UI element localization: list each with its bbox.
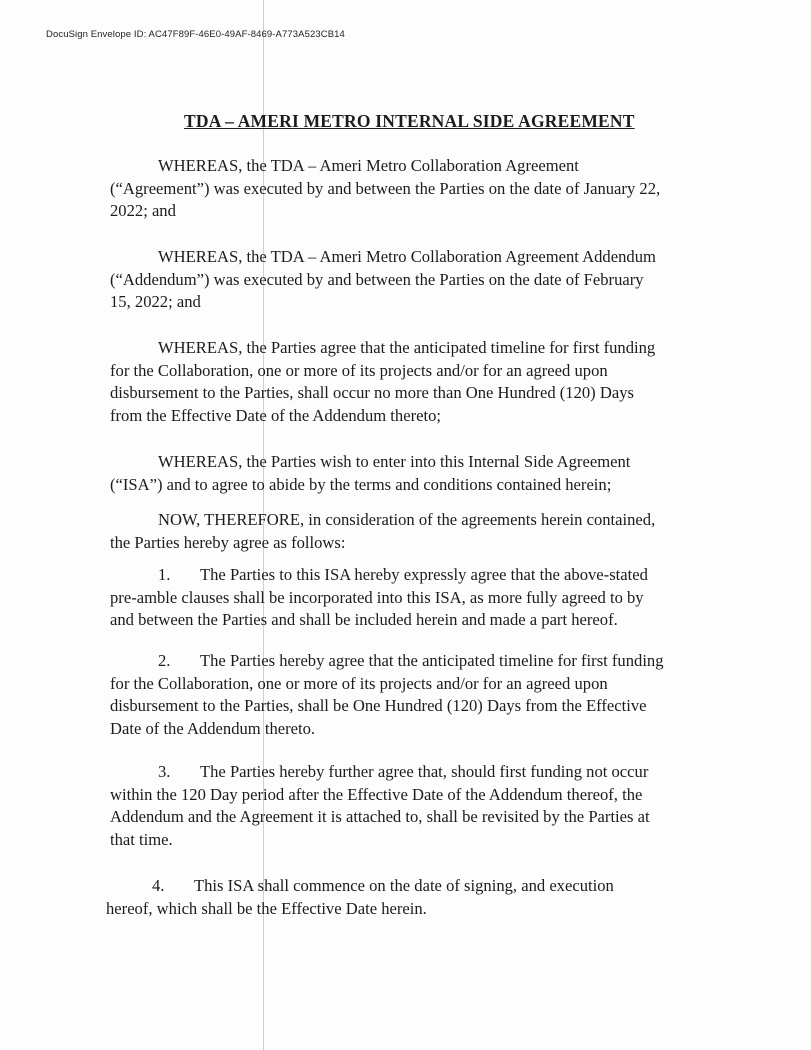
paragraph-line: for the Collaboration, one or more of its projects and/or for an agreed upon <box>110 360 608 380</box>
paragraph-line: that time. <box>110 829 173 849</box>
paragraph-line: hereof, which shall be the Effective Date herein. <box>106 898 427 918</box>
paragraph-line: 2022; and <box>110 201 176 220</box>
clause-number: 4. <box>152 876 165 895</box>
paragraph-line: pre-amble clauses shall be incorporated into this ISA, as more fully agreed to by <box>110 587 644 607</box>
paragraph-line: within the 120 Day period after the Effective Date of the Addendum thereof, the <box>110 784 643 804</box>
paragraph-line: This ISA shall commence on the date of signing, and execution <box>194 876 614 895</box>
clause-number: 1. <box>158 565 171 584</box>
paragraph-line: The Parties to this ISA hereby expressly agree that the above-stated <box>200 565 648 584</box>
paragraph-line: The Parties hereby agree that the anticipated timeline for first funding <box>200 651 664 670</box>
paragraph-line: from the Effective Date of the Addendum thereto; <box>110 405 441 425</box>
recital-addendum <box>110 246 656 314</box>
clause-number: 2. <box>158 651 171 670</box>
clause-1 <box>110 564 648 632</box>
recital-agreement <box>110 155 660 223</box>
paragraph-line: NOW, THEREFORE, in consideration of the agreements herein contained, <box>158 510 656 529</box>
paragraph-line: 15, 2022; and <box>110 292 201 311</box>
clause-number: 3. <box>158 762 171 781</box>
paragraph-line: and between the Parties and shall be included herein and made a part hereof. <box>110 610 618 629</box>
paragraph-line: Date of the Addendum thereto. <box>110 718 316 738</box>
paragraph-line: (“Addendum”) was executed by and between the Parties on the date of February <box>110 269 644 289</box>
paragraph-line: WHEREAS, the Parties agree that the anticipated timeline for first funding <box>158 338 656 357</box>
paragraph-line: The Parties hereby further agree that, should first funding not occur <box>200 762 649 781</box>
paragraph-line: the Parties hereby agree as follows: <box>110 532 346 552</box>
paragraph-line: WHEREAS, the Parties wish to enter into this Internal Side Agreement <box>158 452 631 471</box>
docusign-envelope-id: DocuSign Envelope ID: AC47F89F-46E0-49AF-8469-A773A523CB14 <box>46 29 345 40</box>
paragraph-line: Addendum and the Agreement it is attached to, shall be revisited by the Parties at <box>110 807 650 826</box>
clause-3 <box>110 761 650 851</box>
clause-4 <box>106 875 614 920</box>
recital-isa <box>110 451 630 496</box>
paragraph-line: for the Collaboration, one or more of its projects and/or for an agreed upon <box>110 673 608 693</box>
recital-funding-timeline <box>110 337 655 427</box>
paragraph-line: disbursement to the Parties, shall be One Hundred (120) Days from the Effective <box>110 696 647 715</box>
paragraph-line: WHEREAS, the TDA – Ameri Metro Collaboration Agreement Addendum <box>158 247 656 266</box>
clause-2 <box>110 650 664 740</box>
paragraph-line: (“Agreement”) was executed by and between the Parties on the date of January 22, <box>110 178 661 198</box>
document-title: TDA – AMERI METRO INTERNAL SIDE AGREEMENT <box>184 111 635 131</box>
paragraph-line: WHEREAS, the TDA – Ameri Metro Collaboration Agreement <box>158 156 579 175</box>
paragraph-line: (“ISA”) and to agree to abide by the terms and conditions contained herein; <box>110 474 612 494</box>
paragraph-line: disbursement to the Parties, shall occur no more than One Hundred (120) Days <box>110 383 634 402</box>
now-therefore-clause <box>110 509 655 554</box>
